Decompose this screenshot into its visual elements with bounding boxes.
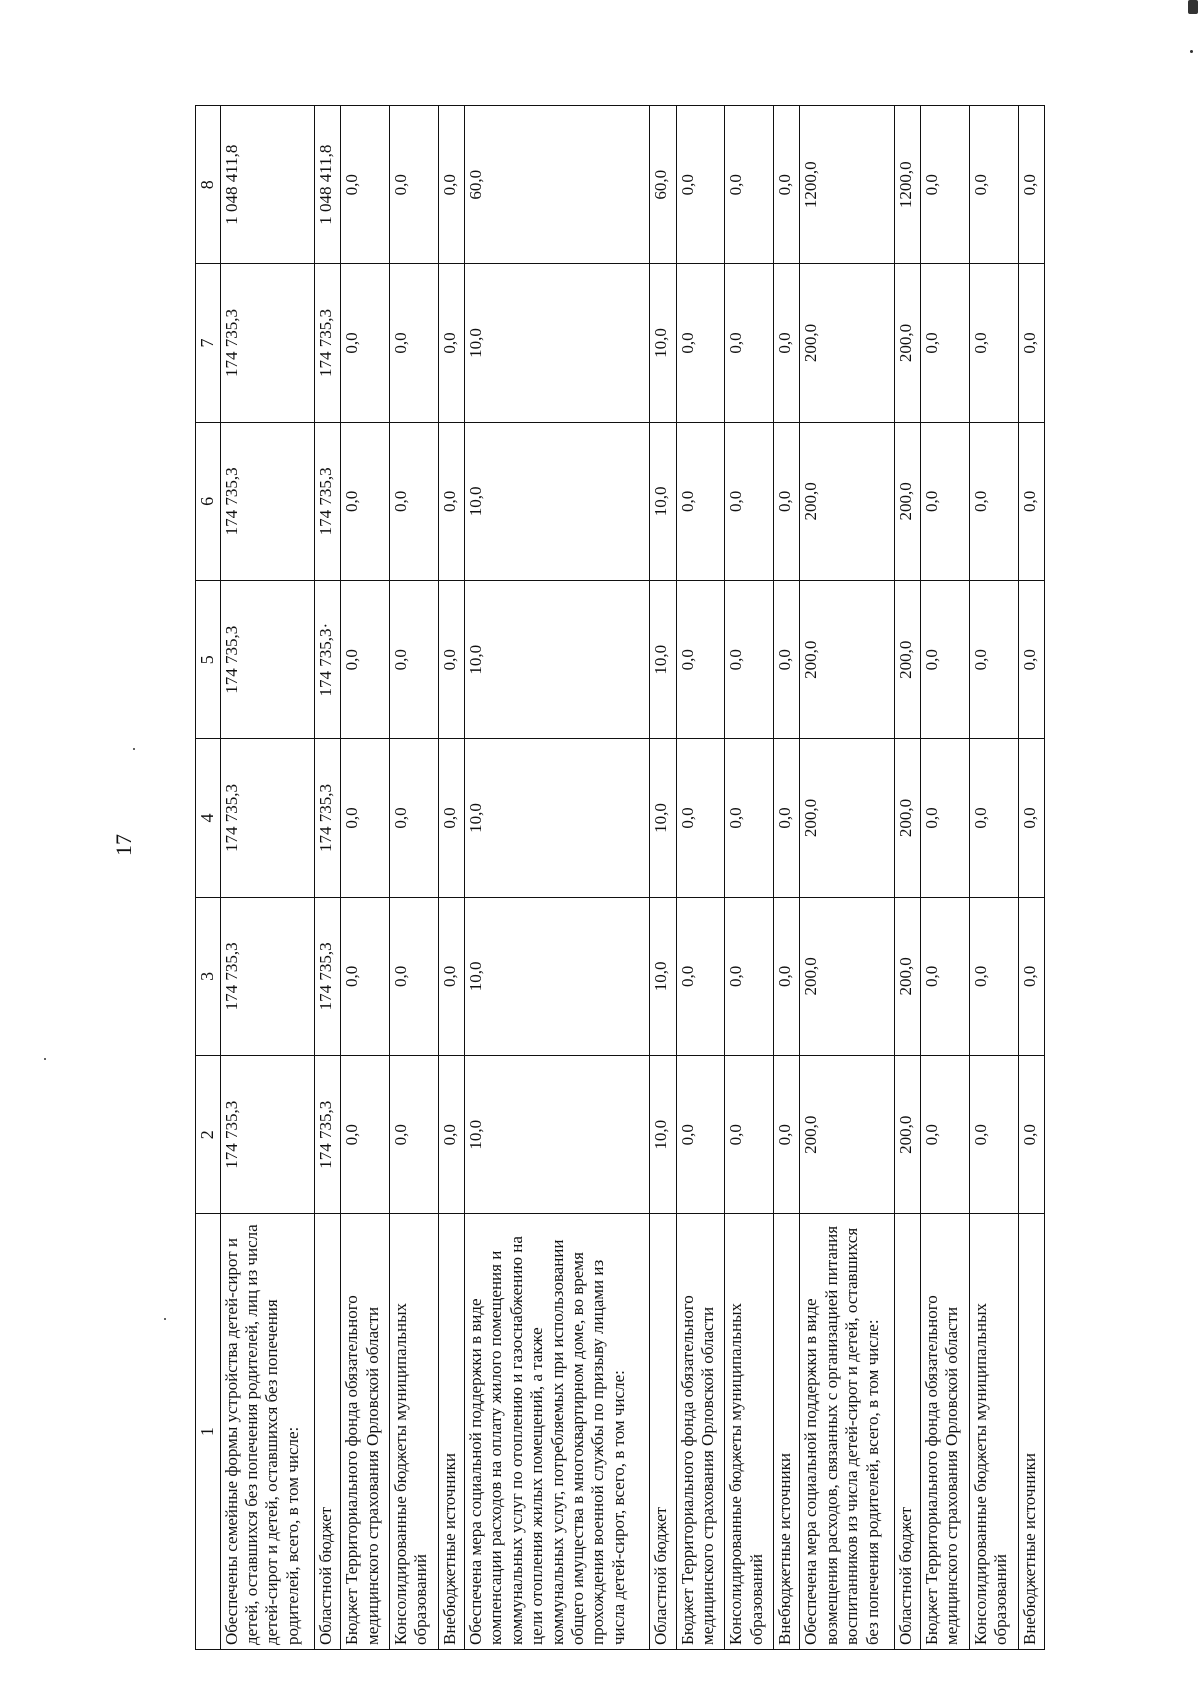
value-cell: 0,0 [920, 106, 969, 264]
table-row [315, 106, 341, 1650]
value-cell: 1200,0 [800, 106, 894, 264]
row-label: Областной бюджет [650, 1214, 676, 1650]
value-cell: 0,0 [390, 1056, 439, 1214]
value-cell: 60,0 [464, 106, 650, 264]
value-cell: 10,0 [650, 264, 676, 422]
value-cell: 0,0 [725, 106, 774, 264]
value-cell: 0,0 [390, 581, 439, 739]
value-cell: 0,0 [725, 264, 774, 422]
row-label: Обеспечены семейные формы устройства детей-сирот и детей, оставшихся без попечения родителей, лиц из числа детей-сирот и детей, оставшихся без попечения родителей, всего, в том числе: [220, 1214, 314, 1650]
value-cell: 10,0 [464, 897, 650, 1055]
row-label: Обеспечена мера социальной поддержки в виде компенсации расходов на оплату жилого помещения и коммунальных услуг по отоплению и газоснабжению на цели отопления жилых помещений, а также коммунальных услуг, потребляемых при использовании общего имущества в многоквартирном доме, во время прохождения военной службы по призыву лицами из числа детей-сирот, всего, в том числе: [464, 1214, 650, 1650]
header-row [196, 106, 221, 1650]
value-cell: 0,0 [390, 106, 439, 264]
column-header: 7 [196, 264, 221, 422]
value-cell: 0,0 [438, 739, 464, 897]
value-cell: 0,0 [1018, 422, 1044, 580]
value-cell: 0,0 [1018, 897, 1044, 1055]
value-cell: 0,0 [920, 739, 969, 897]
value-cell: 200,0 [800, 264, 894, 422]
value-cell: 174 735,3· [315, 581, 341, 739]
value-cell: 174 735,3 [315, 264, 341, 422]
value-cell: 0,0 [438, 106, 464, 264]
table-row [725, 106, 774, 1650]
table-row [220, 106, 314, 1650]
value-cell: 0,0 [390, 264, 439, 422]
row-label: Консолидированные бюджеты муниципальных образований [969, 1214, 1018, 1650]
column-header: 6 [196, 422, 221, 580]
row-label: Областной бюджет [315, 1214, 341, 1650]
table-row [438, 106, 464, 1650]
scan-speck [1190, 50, 1193, 53]
value-cell: 10,0 [464, 1056, 650, 1214]
value-cell: 0,0 [341, 422, 390, 580]
value-cell: 0,0 [390, 739, 439, 897]
value-cell: 174 735,3 [315, 739, 341, 897]
value-cell: 0,0 [341, 739, 390, 897]
value-cell: 0,0 [438, 264, 464, 422]
value-cell: 0,0 [390, 422, 439, 580]
value-cell: 10,0 [650, 739, 676, 897]
row-label: Бюджет Территориального фонда обязательного медицинского страхования Орловской области [920, 1214, 969, 1650]
value-cell: 10,0 [650, 897, 676, 1055]
value-cell: 0,0 [341, 897, 390, 1055]
value-cell: 0,0 [774, 581, 800, 739]
value-cell: 174 735,3 [315, 1056, 341, 1214]
value-cell: 174 735,3 [315, 422, 341, 580]
value-cell: 0,0 [341, 264, 390, 422]
row-label: Областной бюджет [894, 1214, 920, 1650]
value-cell: 174 735,3 [315, 897, 341, 1055]
value-cell: 174 735,3 [220, 739, 314, 897]
value-cell: 0,0 [725, 739, 774, 897]
table-row [341, 106, 390, 1650]
row-label: Внебюджетные источники [438, 1214, 464, 1650]
value-cell: 60,0 [650, 106, 676, 264]
value-cell: 1 048 411,8 [220, 106, 314, 264]
value-cell: 0,0 [438, 1056, 464, 1214]
column-header: 8 [196, 106, 221, 264]
value-cell: 0,0 [676, 1056, 725, 1214]
value-cell: 200,0 [800, 897, 894, 1055]
value-cell: 0,0 [676, 422, 725, 580]
value-cell: 0,0 [676, 739, 725, 897]
value-cell: 0,0 [774, 422, 800, 580]
value-cell: 200,0 [800, 422, 894, 580]
value-cell: 0,0 [676, 581, 725, 739]
table-row [969, 106, 1018, 1650]
scan-speck [133, 748, 135, 750]
value-cell: 0,0 [1018, 581, 1044, 739]
value-cell: 0,0 [969, 106, 1018, 264]
value-cell: 0,0 [920, 1056, 969, 1214]
scan-speck [1188, 0, 1198, 14]
column-header: 3 [196, 897, 221, 1055]
value-cell: 174 735,3 [220, 1056, 314, 1214]
row-label: Бюджет Территориального фонда обязательного медицинского страхования Орловской области [676, 1214, 725, 1650]
value-cell: 200,0 [894, 264, 920, 422]
table-row [464, 106, 650, 1650]
value-cell: 10,0 [464, 422, 650, 580]
value-cell: 0,0 [920, 422, 969, 580]
value-cell: 10,0 [650, 1056, 676, 1214]
budget-table [195, 105, 1045, 1650]
value-cell: 0,0 [725, 581, 774, 739]
row-label: Консолидированные бюджеты муниципальных образований [390, 1214, 439, 1650]
value-cell: 0,0 [969, 739, 1018, 897]
value-cell: 0,0 [969, 1056, 1018, 1214]
value-cell: 0,0 [969, 897, 1018, 1055]
value-cell: 200,0 [894, 422, 920, 580]
value-cell: 0,0 [341, 581, 390, 739]
value-cell: 0,0 [676, 264, 725, 422]
scan-speck [164, 1318, 166, 1320]
value-cell: 174 735,3 [220, 581, 314, 739]
value-cell: 1200,0 [894, 106, 920, 264]
scan-speck [44, 1058, 46, 1060]
value-cell: 0,0 [1018, 106, 1044, 264]
value-cell: 0,0 [1018, 1056, 1044, 1214]
value-cell: 0,0 [438, 422, 464, 580]
row-label: Внебюджетные источники [1018, 1214, 1044, 1650]
value-cell: 0,0 [774, 106, 800, 264]
value-cell: 174 735,3 [220, 264, 314, 422]
value-cell: 10,0 [464, 264, 650, 422]
value-cell: 0,0 [725, 1056, 774, 1214]
value-cell: 10,0 [464, 739, 650, 897]
value-cell: 0,0 [438, 581, 464, 739]
value-cell: 0,0 [676, 106, 725, 264]
column-header: 5 [196, 581, 221, 739]
page-number: 17 [111, 834, 136, 856]
table-row [894, 106, 920, 1650]
table-row [1018, 106, 1044, 1650]
value-cell: 0,0 [725, 422, 774, 580]
value-cell: 10,0 [464, 581, 650, 739]
value-cell: 0,0 [920, 897, 969, 1055]
value-cell: 200,0 [894, 581, 920, 739]
table-row [920, 106, 969, 1650]
value-cell: 0,0 [390, 897, 439, 1055]
value-cell: 0,0 [341, 106, 390, 264]
value-cell: 0,0 [920, 581, 969, 739]
row-label: Обеспечена мера социальной поддержки в виде возмещения расходов, связанных с организацией питания воспитанников из числа детей-сирот и детей, оставшихся без попечения родителей, всего, в том числе: [800, 1214, 894, 1650]
value-cell: 0,0 [774, 739, 800, 897]
value-cell: 0,0 [969, 422, 1018, 580]
value-cell: 0,0 [1018, 739, 1044, 897]
table-row [390, 106, 439, 1650]
value-cell: 200,0 [894, 1056, 920, 1214]
value-cell: 0,0 [774, 897, 800, 1055]
row-label: Внебюджетные источники [774, 1214, 800, 1650]
row-label: Консолидированные бюджеты муниципальных образований [725, 1214, 774, 1650]
value-cell: 10,0 [650, 581, 676, 739]
value-cell: 0,0 [725, 897, 774, 1055]
value-cell: 0,0 [438, 897, 464, 1055]
value-cell: 200,0 [894, 897, 920, 1055]
value-cell: 0,0 [341, 1056, 390, 1214]
value-cell: 0,0 [676, 897, 725, 1055]
value-cell: 1 048 411,8 [315, 106, 341, 264]
value-cell: 174 735,3 [220, 422, 314, 580]
rotated-table-container [195, 105, 1045, 1650]
value-cell: 0,0 [920, 264, 969, 422]
value-cell: 200,0 [894, 739, 920, 897]
value-cell: 0,0 [774, 1056, 800, 1214]
table-row [800, 106, 894, 1650]
value-cell: 0,0 [774, 264, 800, 422]
table-row [676, 106, 725, 1650]
table-row [650, 106, 676, 1650]
value-cell: 174 735,3 [220, 897, 314, 1055]
table-row [774, 106, 800, 1650]
value-cell: 0,0 [969, 264, 1018, 422]
value-cell: 0,0 [969, 581, 1018, 739]
value-cell: 0,0 [1018, 264, 1044, 422]
column-header: 2 [196, 1056, 221, 1214]
column-header: 4 [196, 739, 221, 897]
value-cell: 200,0 [800, 581, 894, 739]
value-cell: 200,0 [800, 739, 894, 897]
value-cell: 200,0 [800, 1056, 894, 1214]
row-label: Бюджет Территориального фонда обязательного медицинского страхования Орловской области [341, 1214, 390, 1650]
value-cell: 10,0 [650, 422, 676, 580]
column-header: 1 [196, 1214, 221, 1650]
